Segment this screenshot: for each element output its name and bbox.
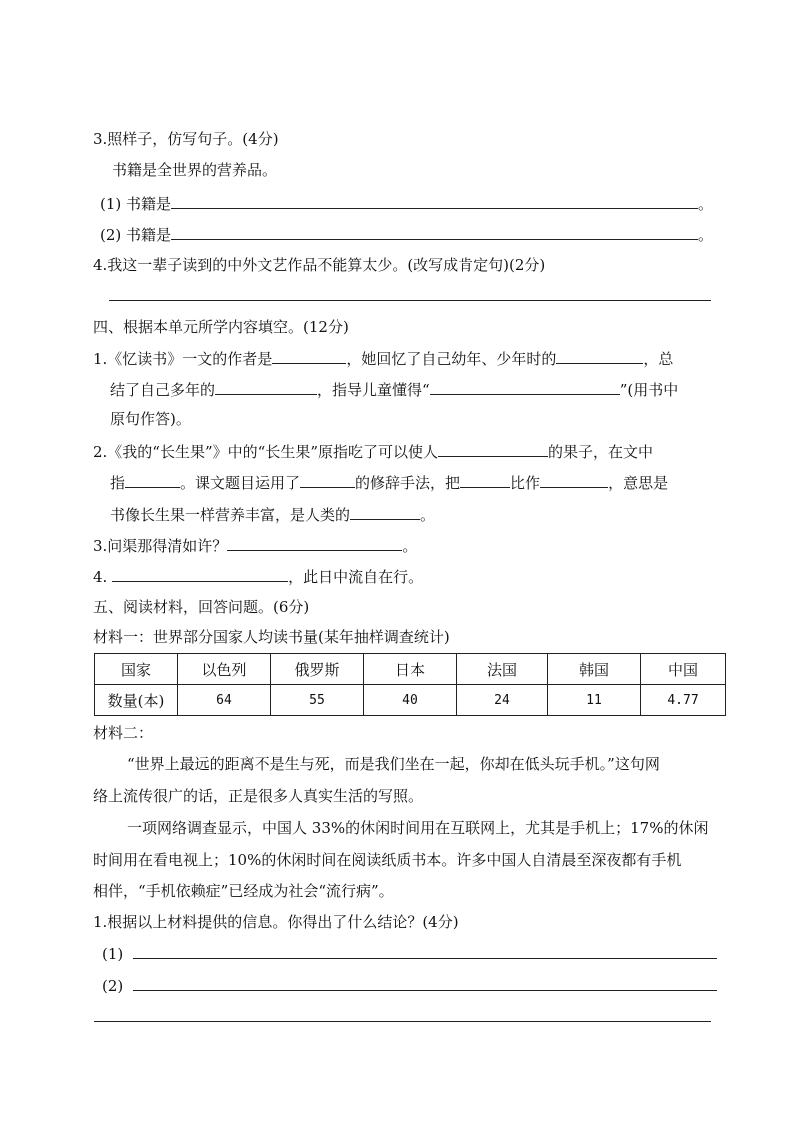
s4-item-2-text-c: 指: [110, 474, 126, 492]
table-cell: 40: [364, 685, 457, 716]
table-cell: 24: [457, 685, 548, 716]
s4-item-4-text-a: 4.: [93, 568, 113, 586]
s4-item-1-text-b: ，她回忆了自己幼年、少年时的: [346, 350, 557, 368]
table-header-cell: 韩国: [548, 654, 641, 685]
table-header-cell: 法国: [457, 654, 548, 685]
s4-item-1-line-2: [110, 379, 678, 401]
s4-item-2-line-3: [110, 504, 435, 526]
s4-item-2-text-i: 。: [420, 506, 436, 524]
s4-item-2-line-2: [110, 472, 668, 494]
material2-para2-line2: 时间用在看电视上；10%的休闲时间在阅读纸质书本。许多中国人自清晨至深夜都有手机: [93, 851, 682, 869]
s4-item-1-text-d: 结了自己多年的: [110, 381, 216, 399]
s4-item-1-text-c: ，总: [643, 350, 674, 368]
table-cell: 11: [548, 685, 641, 716]
s4-item-2-blank-object[interactable]: [540, 472, 608, 488]
s4-item-2-blank-subject[interactable]: [460, 472, 510, 488]
q4-answer-line[interactable]: [109, 300, 711, 301]
s4-item-1-text-e: ，指导儿童懂得“: [317, 381, 430, 399]
table-cell: 55: [271, 685, 364, 716]
s4-item-2-blank-effect[interactable]: [438, 441, 548, 457]
s4-item-4-blank[interactable]: [112, 566, 288, 582]
q3-item-2: [100, 224, 713, 246]
table-header-cell: 以色列: [178, 654, 271, 685]
s4-item-1-line-1: [93, 348, 673, 370]
s4-item-2-text-g: ，意思是: [608, 474, 669, 492]
s5-q1-extra-line[interactable]: [94, 1021, 711, 1022]
s4-item-2-text-a: 2.《我的“长生果”》中的“长生果”原指吃了可以使人: [93, 443, 438, 461]
s4-item-1-blank-summary[interactable]: [215, 379, 317, 395]
s4-item-2-text-f: 比作: [510, 474, 541, 492]
s4-item-1-blank-quote[interactable]: [430, 379, 620, 395]
q3-item-1-prefix: (1) 书籍是: [100, 195, 172, 213]
s4-item-3-text-a: 3.问渠那得清如许？: [93, 537, 228, 555]
s4-item-4: [93, 566, 423, 588]
material1-title: 材料一：世界部分国家人均读书量(某年抽样调查统计): [93, 628, 450, 646]
material2-title: 材料二：: [93, 724, 154, 742]
reading-table: [94, 653, 726, 716]
s4-item-3: [93, 535, 417, 557]
table-cell: 4.77: [641, 685, 726, 716]
q3-item-1-blank[interactable]: [171, 193, 698, 209]
s5-q1-answer-1: [102, 944, 123, 966]
s4-item-2-blank-refers[interactable]: [125, 472, 180, 488]
s5-q1-answer-2: [102, 976, 123, 998]
section5-heading: 五、阅读材料，回答问题。(6分): [93, 598, 310, 616]
table-cell: 64: [178, 685, 271, 716]
q3-item-2-prefix: (2) 书籍是: [100, 226, 172, 244]
s5-q1-answer-2-line[interactable]: [133, 990, 717, 991]
q3-item-1-end: 。: [698, 195, 714, 213]
table-header-cell: 俄罗斯: [271, 654, 364, 685]
table-row-label: 数量(本): [95, 685, 178, 716]
q3-item-1: [100, 193, 713, 215]
s4-item-2-text-e: 的修辞手法，把: [355, 474, 461, 492]
s4-item-3-text-b: 。: [402, 537, 418, 555]
q3-item-2-end: 。: [698, 226, 714, 244]
s4-item-2-text-b: 的果子，在文中: [548, 443, 654, 461]
s5-q1-answer-1-line[interactable]: [133, 958, 717, 959]
material2-para1-line1: “世界上最远的距离不是生与死，而是我们坐在一起，你却在低头玩手机。”这句网: [127, 755, 660, 773]
s4-item-3-blank[interactable]: [227, 535, 402, 551]
table-header-cell: 中国: [641, 654, 726, 685]
s4-item-2-text-h: 书像长生果一样营养丰富，是人类的: [110, 506, 351, 524]
material2-para2-line1: 一项网络调查显示，中国人 33%的休闲时间用在互联网上，尤其是手机上；17%的休闲: [127, 819, 709, 837]
s4-item-1-text-a: 1.《忆读书》一文的作者是: [93, 350, 273, 368]
material2-para2-line3: 相伴，“手机依赖症”已经成为社会“流行病”。: [93, 882, 394, 900]
table-header-cell: 日本: [364, 654, 457, 685]
section4-heading: 四、根据本单元所学内容填空。(12分): [93, 318, 349, 336]
s5-q1-answer-2-prefix: (2): [102, 977, 124, 995]
s4-item-1-blank-author[interactable]: [272, 348, 346, 364]
table-header-row: [95, 654, 726, 685]
s4-item-2-line-1: [93, 441, 653, 463]
s4-item-4-text-b: ，此日中流自在行。: [288, 568, 424, 586]
material2-para1-line2: 络上流传很广的话，正是很多人真实生活的写照。: [93, 787, 424, 805]
s4-item-1-line-3: 原句作答)。: [110, 410, 191, 428]
s5-q1-answer-1-prefix: (1): [102, 945, 124, 963]
s4-item-2-text-d: 。课文题目运用了: [180, 474, 301, 492]
q3-item-2-blank[interactable]: [171, 224, 698, 240]
q3-example: 书籍是全世界的营养品。: [112, 161, 278, 179]
s5-q1-title: 1.根据以上材料提供的信息。你得出了什么结论？(4分): [93, 913, 459, 931]
q3-title: 3.照样子，仿写句子。(4分): [93, 130, 279, 148]
s4-item-2-blank-humanity[interactable]: [350, 504, 420, 520]
q4-title: 4.我这一辈子读到的中外文艺作品不能算太少。(改写成肯定句)(2分): [93, 256, 546, 274]
table-header-cell: 国家: [95, 654, 178, 685]
s4-item-1-text-f: ”(用书中: [619, 381, 679, 399]
s4-item-2-blank-rhetoric[interactable]: [300, 472, 355, 488]
table-row: [95, 685, 726, 716]
s4-item-1-blank-experience[interactable]: [556, 348, 643, 364]
